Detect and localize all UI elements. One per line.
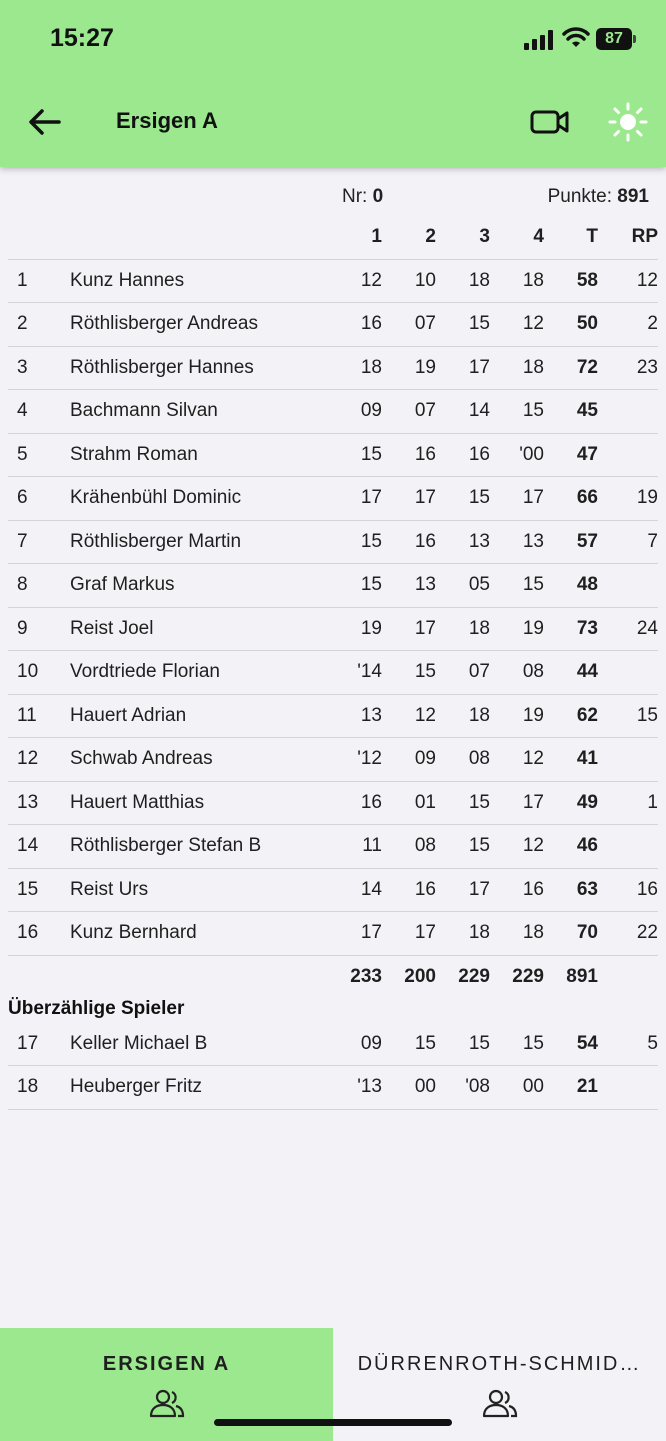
round-1-score: 19 (328, 607, 382, 651)
round-1-score: 12 (328, 259, 382, 303)
rp-score (598, 738, 658, 782)
rp-score: 12 (598, 259, 658, 303)
player-rank: 16 (8, 912, 70, 956)
round-1-score: 15 (328, 520, 382, 564)
round-3-score: 08 (436, 738, 490, 782)
player-rank: 11 (8, 694, 70, 738)
rp-score: 24 (598, 607, 658, 651)
rp-score: 5 (598, 1022, 658, 1066)
round-2-score: 16 (382, 433, 436, 477)
round-2-score: 13 (382, 564, 436, 608)
table-row (8, 390, 658, 434)
table-row (8, 651, 658, 695)
round-4-score: 12 (490, 303, 544, 347)
column-header-1: 1 (371, 225, 382, 247)
round-3-score: 15 (436, 477, 490, 521)
status-time: 15:27 (50, 24, 114, 52)
player-name: Röthlisberger Martin (70, 520, 328, 564)
round-3-score: 05 (436, 564, 490, 608)
group-icon (481, 1388, 519, 1418)
player-rank: 3 (8, 346, 70, 390)
rp-score (598, 390, 658, 434)
round-1-score: '12 (328, 738, 382, 782)
total-score: 73 (544, 607, 598, 651)
round-4-score: 15 (490, 1022, 544, 1066)
round-4-score: 12 (490, 825, 544, 869)
rp-score (598, 651, 658, 695)
player-rank: 13 (8, 781, 70, 825)
round-3-score: 18 (436, 912, 490, 956)
table-row (8, 607, 658, 651)
total-round-1: 233 (328, 955, 382, 999)
total-score: 66 (544, 477, 598, 521)
total-score: 45 (544, 390, 598, 434)
column-header-3: 3 (479, 225, 490, 247)
round-4-score: 08 (490, 651, 544, 695)
round-1-score: 09 (328, 390, 382, 434)
round-2-score: 08 (382, 825, 436, 869)
player-name: Kunz Hannes (70, 259, 328, 303)
round-4-score: 17 (490, 781, 544, 825)
player-name: Kunz Bernhard (70, 912, 328, 956)
round-1-score: '14 (328, 651, 382, 695)
player-name: Reist Urs (70, 868, 328, 912)
column-header-rp: RP (631, 225, 658, 247)
group-icon (148, 1388, 186, 1418)
total-score: 70 (544, 912, 598, 956)
round-1-score: 15 (328, 564, 382, 608)
table-row (8, 346, 658, 390)
total-score: 54 (544, 1022, 598, 1066)
total-score: 49 (544, 781, 598, 825)
player-rank: 15 (8, 868, 70, 912)
round-2-score: 09 (382, 738, 436, 782)
column-header-2: 2 (425, 225, 436, 247)
table-row (8, 781, 658, 825)
rp-score (598, 433, 658, 477)
table-row (8, 433, 658, 477)
total-score: 63 (544, 868, 598, 912)
match-number (342, 186, 383, 208)
sun-icon[interactable] (608, 102, 648, 142)
round-2-score: 12 (382, 694, 436, 738)
total-score: 21 (544, 1066, 598, 1110)
rp-score: 15 (598, 694, 658, 738)
total-round-2: 200 (382, 955, 436, 999)
round-4-score: 13 (490, 520, 544, 564)
round-3-score: 14 (436, 390, 490, 434)
player-rank: 9 (8, 607, 70, 651)
round-2-score: 07 (382, 390, 436, 434)
home-indicator (214, 1419, 452, 1426)
rp-score (598, 564, 658, 608)
player-rank: 18 (8, 1066, 70, 1110)
video-camera-icon[interactable] (530, 106, 570, 138)
extra-players-heading: Überzählige Spieler (8, 998, 185, 1019)
round-3-score: 15 (436, 825, 490, 869)
player-name: Hauert Adrian (70, 694, 328, 738)
round-3-score: 15 (436, 1022, 490, 1066)
rp-score: 16 (598, 868, 658, 912)
player-name: Röthlisberger Stefan B (70, 825, 328, 869)
total-score: 62 (544, 694, 598, 738)
round-1-score: 09 (328, 1022, 382, 1066)
player-rank: 6 (8, 477, 70, 521)
player-name: Vordtriede Florian (70, 651, 328, 695)
round-4-score: 18 (490, 346, 544, 390)
round-3-score: 13 (436, 520, 490, 564)
player-name: Reist Joel (70, 607, 328, 651)
round-4-score: 00 (490, 1066, 544, 1110)
rp-score: 7 (598, 520, 658, 564)
round-4-score: 12 (490, 738, 544, 782)
nr-label: Nr: (342, 186, 368, 207)
round-2-score: 16 (382, 520, 436, 564)
tab-home-label: ERSIGEN A (102, 1353, 231, 1375)
total-score: 44 (544, 651, 598, 695)
round-2-score: 17 (382, 607, 436, 651)
battery-icon: 87 (596, 28, 632, 50)
round-4-score: 19 (490, 694, 544, 738)
round-4-score: 15 (490, 564, 544, 608)
player-name: Strahm Roman (70, 433, 328, 477)
total-score: 46 (544, 825, 598, 869)
extra-players-table (8, 1022, 658, 1110)
round-3-score: 15 (436, 781, 490, 825)
player-name: Keller Michael B (70, 1022, 328, 1066)
round-2-score: 19 (382, 346, 436, 390)
round-1-score: 15 (328, 433, 382, 477)
round-2-score: 16 (382, 868, 436, 912)
table-row (8, 477, 658, 521)
player-rank: 8 (8, 564, 70, 608)
rp-score: 1 (598, 781, 658, 825)
player-rank: 7 (8, 520, 70, 564)
player-rank: 2 (8, 303, 70, 347)
round-3-score: 17 (436, 346, 490, 390)
player-name: Röthlisberger Andreas (70, 303, 328, 347)
player-rank: 10 (8, 651, 70, 695)
round-1-score: 13 (328, 694, 382, 738)
total-score: 72 (544, 346, 598, 390)
round-2-score: 15 (382, 651, 436, 695)
round-2-score: 10 (382, 259, 436, 303)
score-table (8, 215, 658, 999)
total-points (548, 186, 649, 208)
round-3-score: 15 (436, 303, 490, 347)
table-row (8, 912, 658, 956)
round-1-score: 18 (328, 346, 382, 390)
tab-away-label: DÜRRENROTH-SCHMID… (357, 1353, 642, 1375)
table-row (8, 868, 658, 912)
round-2-score: 00 (382, 1066, 436, 1110)
table-row (8, 259, 658, 303)
table-row (8, 1022, 658, 1066)
table-row (8, 1066, 658, 1110)
round-3-score: '08 (436, 1066, 490, 1110)
round-2-score: 17 (382, 477, 436, 521)
round-4-score: 18 (490, 259, 544, 303)
column-header-total: T (586, 225, 598, 247)
round-3-score: 18 (436, 259, 490, 303)
back-arrow-icon[interactable] (26, 106, 64, 138)
table-row (8, 825, 658, 869)
round-3-score: 07 (436, 651, 490, 695)
app-header (0, 0, 666, 167)
player-name: Bachmann Silvan (70, 390, 328, 434)
player-name: Röthlisberger Hannes (70, 346, 328, 390)
punkte-value: 891 (617, 186, 649, 207)
rp-score: 19 (598, 477, 658, 521)
player-rank: 4 (8, 390, 70, 434)
round-3-score: 18 (436, 607, 490, 651)
table-row (8, 303, 658, 347)
total-score: 48 (544, 564, 598, 608)
round-4-score: 15 (490, 390, 544, 434)
table-row (8, 564, 658, 608)
table-row (8, 520, 658, 564)
total-round-4: 229 (490, 955, 544, 999)
round-1-score: 14 (328, 868, 382, 912)
round-4-score: 17 (490, 477, 544, 521)
round-3-score: 18 (436, 694, 490, 738)
round-1-score: '13 (328, 1066, 382, 1110)
total-score: 50 (544, 303, 598, 347)
player-rank: 14 (8, 825, 70, 869)
rp-score (598, 825, 658, 869)
total-score: 47 (544, 433, 598, 477)
rp-score: 23 (598, 346, 658, 390)
player-name: Krähenbühl Dominic (70, 477, 328, 521)
round-4-score: '00 (490, 433, 544, 477)
page-title: Ersigen A (116, 108, 218, 133)
player-name: Hauert Matthias (70, 781, 328, 825)
player-name: Graf Markus (70, 564, 328, 608)
round-2-score: 07 (382, 303, 436, 347)
totals-row (8, 955, 658, 999)
round-4-score: 19 (490, 607, 544, 651)
round-2-score: 01 (382, 781, 436, 825)
round-2-score: 15 (382, 1022, 436, 1066)
punkte-label: Punkte: (547, 186, 613, 207)
round-1-score: 17 (328, 912, 382, 956)
wifi-icon (562, 27, 590, 49)
total-overall: 891 (544, 955, 598, 999)
cellular-signal-icon (524, 30, 556, 50)
round-1-score: 11 (328, 825, 382, 869)
player-rank: 17 (8, 1022, 70, 1066)
total-score: 58 (544, 259, 598, 303)
rp-score: 2 (598, 303, 658, 347)
total-score: 41 (544, 738, 598, 782)
round-1-score: 16 (328, 303, 382, 347)
player-name: Schwab Andreas (70, 738, 328, 782)
table-row (8, 738, 658, 782)
round-4-score: 16 (490, 868, 544, 912)
table-header-row (8, 215, 658, 259)
round-1-score: 17 (328, 477, 382, 521)
rp-score: 22 (598, 912, 658, 956)
player-rank: 1 (8, 259, 70, 303)
nr-value: 0 (372, 186, 384, 207)
round-4-score: 18 (490, 912, 544, 956)
table-row (8, 694, 658, 738)
round-1-score: 16 (328, 781, 382, 825)
round-2-score: 17 (382, 912, 436, 956)
column-header-4: 4 (533, 225, 544, 247)
rp-score (598, 1066, 658, 1110)
player-name: Heuberger Fritz (70, 1066, 328, 1110)
player-rank: 12 (8, 738, 70, 782)
round-3-score: 17 (436, 868, 490, 912)
total-round-3: 229 (436, 955, 490, 999)
total-score: 57 (544, 520, 598, 564)
player-rank: 5 (8, 433, 70, 477)
round-3-score: 16 (436, 433, 490, 477)
battery-nub (633, 35, 636, 43)
